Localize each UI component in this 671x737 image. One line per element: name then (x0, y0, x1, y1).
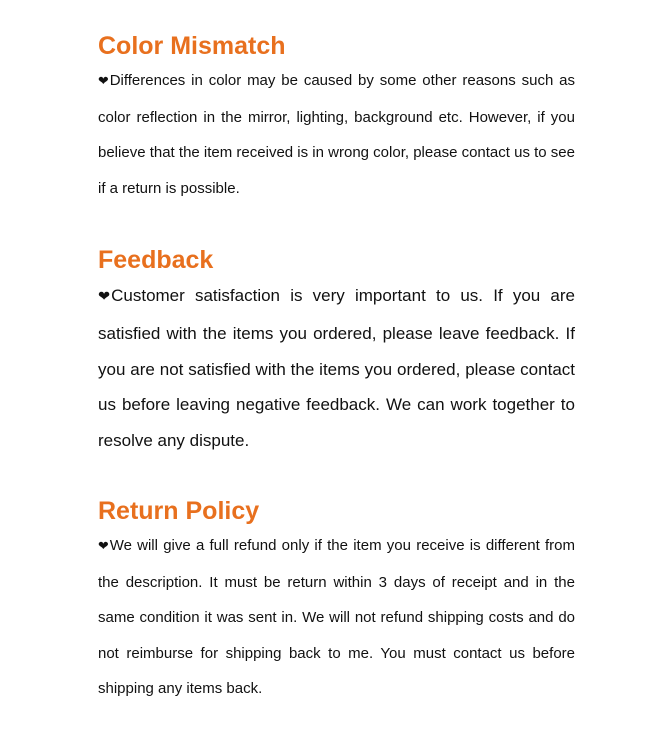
feedback-section (98, 244, 575, 459)
color-mismatch-text: Differences in color may be caused by some other reasons such as color reflection in the mirror, lighting, background etc. However, if you believe that the item received is in wrong color, please contact us to see if a return is possible. (98, 72, 575, 197)
color-mismatch-paragraph (98, 63, 575, 206)
feedback-heading: Feedback (98, 246, 214, 274)
feedback-text: Customer satisfaction is very important to us. If you are satisfied with the items you ordered, please leave feedback. If you are not satisfied with the items you ordered, please contact us before leaving negative feedback. We can work together to resolve any dispute. (98, 286, 575, 451)
heart-bullet-icon: ❤ (98, 539, 109, 554)
heart-bullet-icon: ❤ (98, 74, 109, 89)
return-policy-paragraph (98, 528, 575, 707)
return-policy-section (98, 495, 575, 707)
return-policy-text: We will give a full refund only if the item you receive is different from the description. It must be return within 3 days of receipt and in the same condition it was sent in. We will not refund shipping costs and do not reimburse for shipping back to me. You must contact us before shipping any items back. (98, 537, 575, 697)
heart-bullet-icon: ❤ (98, 289, 111, 305)
color-mismatch-section (98, 30, 575, 206)
return-policy-heading: Return Policy (98, 497, 260, 525)
color-mismatch-heading: Color Mismatch (98, 32, 286, 60)
feedback-paragraph (98, 278, 575, 459)
